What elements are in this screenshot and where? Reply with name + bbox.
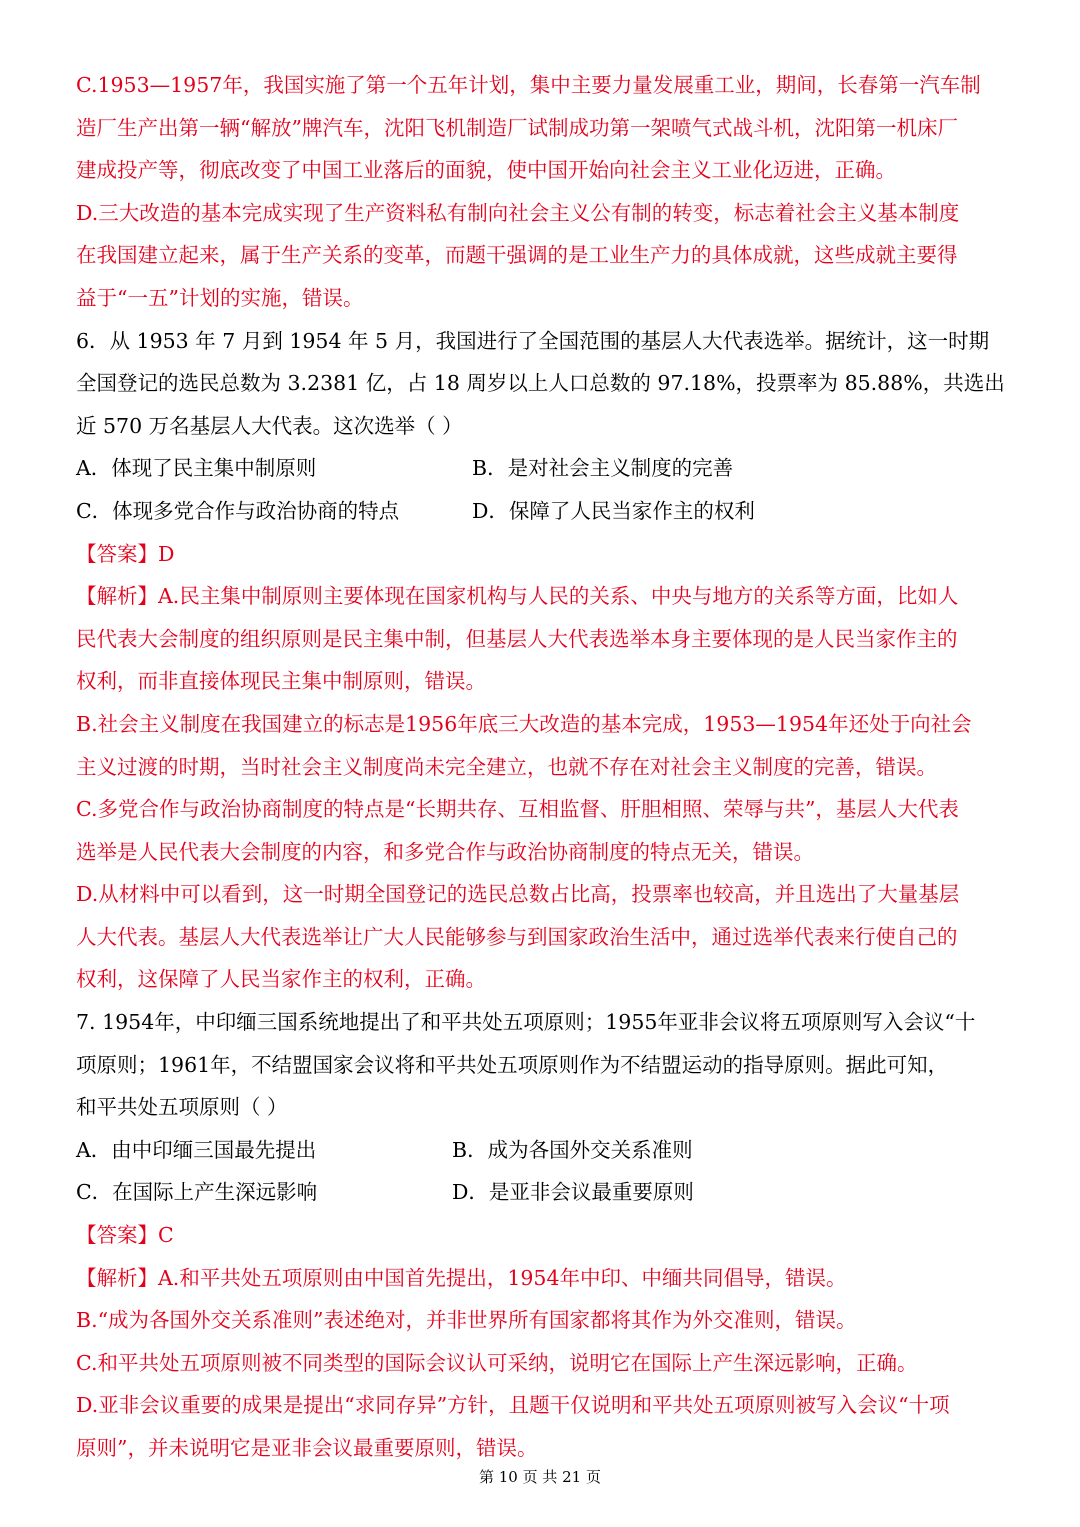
question-6-options-row-1: [76, 447, 1006, 490]
option-c: C．体现多党合作与政治协商的特点: [76, 498, 400, 523]
analysis-line: 造厂生产出第一辆“解放”牌汽车，沈阳飞机制造厂试制成功第一架喷气式战斗机，沈阳第一机床厂: [76, 115, 958, 140]
analysis-line: 在我国建立起来，属于生产关系的变革，而题干强调的是工业生产力的具体成就，这些成就主要得: [76, 243, 958, 268]
option-b: B．成为各国外交关系准则: [452, 1137, 693, 1162]
analysis-line: 【解析】A.和平共处五项原则由中国首先提出，1954年中印、中缅共同倡导，错误。: [76, 1265, 847, 1290]
option-a: A．体现了民主集中制原则: [76, 456, 317, 481]
analysis-line: C.和平共处五项原则被不同类型的国际会议认可采纳，说明它在国际上产生深远影响，正确。: [76, 1350, 918, 1375]
page-number: 第 10 页 共 21 页: [478, 1468, 601, 1486]
analysis-line: C.多党合作与政治协商制度的特点是“长期共存、互相监督、肝胆相照、荣辱与共”，基层人大代表: [76, 797, 959, 822]
analysis-line: 选举是人民代表大会制度的内容，和多党合作与政治协商制度的特点无关，错误。: [76, 839, 814, 864]
question-6-answer: 【答案】D: [76, 541, 175, 566]
question-6-options-row-2: [76, 490, 1006, 533]
question-7-options-row-1: [76, 1129, 1006, 1172]
option-a: A．由中印缅三国最先提出: [76, 1137, 317, 1162]
analysis-line: 建成投产等，彻底改变了中国工业落后的面貌，使中国开始向社会主义工业化迈进，正确。: [76, 158, 896, 183]
analysis-line: 益于“一五”计划的实施，错误。: [76, 285, 364, 310]
analysis-line: 主义过渡的时期，当时社会主义制度尚未完全建立，也就不存在对社会主义制度的完善，错误。: [76, 754, 937, 779]
question-6-stem: 全国登记的选民总数为 3.2381 亿，占 18 周岁以上人口总数的 97.18%，投票率为 85.88%，共选出: [76, 371, 1005, 396]
question-7-stem: 项原则；1961年，不结盟国家会议将和平共处五项原则作为不结盟运动的指导原则。据此可知，: [76, 1052, 949, 1077]
option-d: D．保障了人民当家作主的权利: [472, 498, 755, 523]
question-6-stem: 近 570 万名基层人大代表。这次选举（ ）: [76, 413, 463, 438]
analysis-line: D.亚非会议重要的成果是提出“求同存异”方针，且题干仅说明和平共处五项原则被写入会议“十项: [76, 1393, 950, 1418]
page-content: [76, 64, 1006, 1470]
analysis-line: C.1953—1957年，我国实施了第一个五年计划，集中主要力量发展重工业，期间，长春第一汽车制: [76, 73, 981, 97]
option-d: D．是亚非会议最重要原则: [452, 1180, 694, 1205]
option-c: C．在国际上产生深远影响: [76, 1180, 318, 1205]
option-b: B．是对社会主义制度的完善: [472, 456, 734, 481]
analysis-line: D.三大改造的基本完成实现了生产资料私有制向社会主义公有制的转变，标志着社会主义基本制度: [76, 200, 960, 225]
question-7-options-row-2: [76, 1171, 1006, 1214]
question-6-stem: 6．从 1953 年 7 月到 1954 年 5 月，我国进行了全国范围的基层人大代表选举。据统计，这一时期: [76, 328, 990, 353]
analysis-line: 原则”，并未说明它是亚非会议最重要原则，错误。: [76, 1436, 538, 1460]
question-7-answer: 【答案】C: [76, 1223, 174, 1248]
analysis-line: 民代表大会制度的组织原则是民主集中制，但基层人大代表选举本身主要体现的是人民当家作主的: [76, 626, 958, 651]
analysis-line: 权利，而非直接体现民主集中制原则，错误。: [76, 669, 486, 694]
analysis-line: 人大代表。基层人大代表选举让广大人民能够参与到国家政治生活中，通过选举代表来行使自己的: [76, 924, 958, 949]
question-7-stem: 7. 1954年，中印缅三国系统地提出了和平共处五项原则；1955年亚非会议将五项原则写入会议“十: [76, 1010, 976, 1035]
analysis-line: D.从材料中可以看到，这一时期全国登记的选民总数占比高，投票率也较高，并且选出了大量基层: [76, 882, 960, 907]
analysis-line: B.社会主义制度在我国建立的标志是1956年底三大改造的基本完成，1953—1954年还处于向社会: [76, 711, 972, 736]
analysis-line: B.“成为各国外交关系准则”表述绝对，并非世界所有国家都将其作为外交准则，错误。: [76, 1308, 857, 1333]
analysis-line: 【解析】A.民主集中制原则主要体现在国家机构与人民的关系、中央与地方的关系等方面，比如人: [76, 584, 959, 609]
analysis-line: 权利，这保障了人民当家作主的权利，正确。: [76, 967, 486, 992]
question-7-stem: 和平共处五项原则（ ）: [76, 1095, 288, 1120]
